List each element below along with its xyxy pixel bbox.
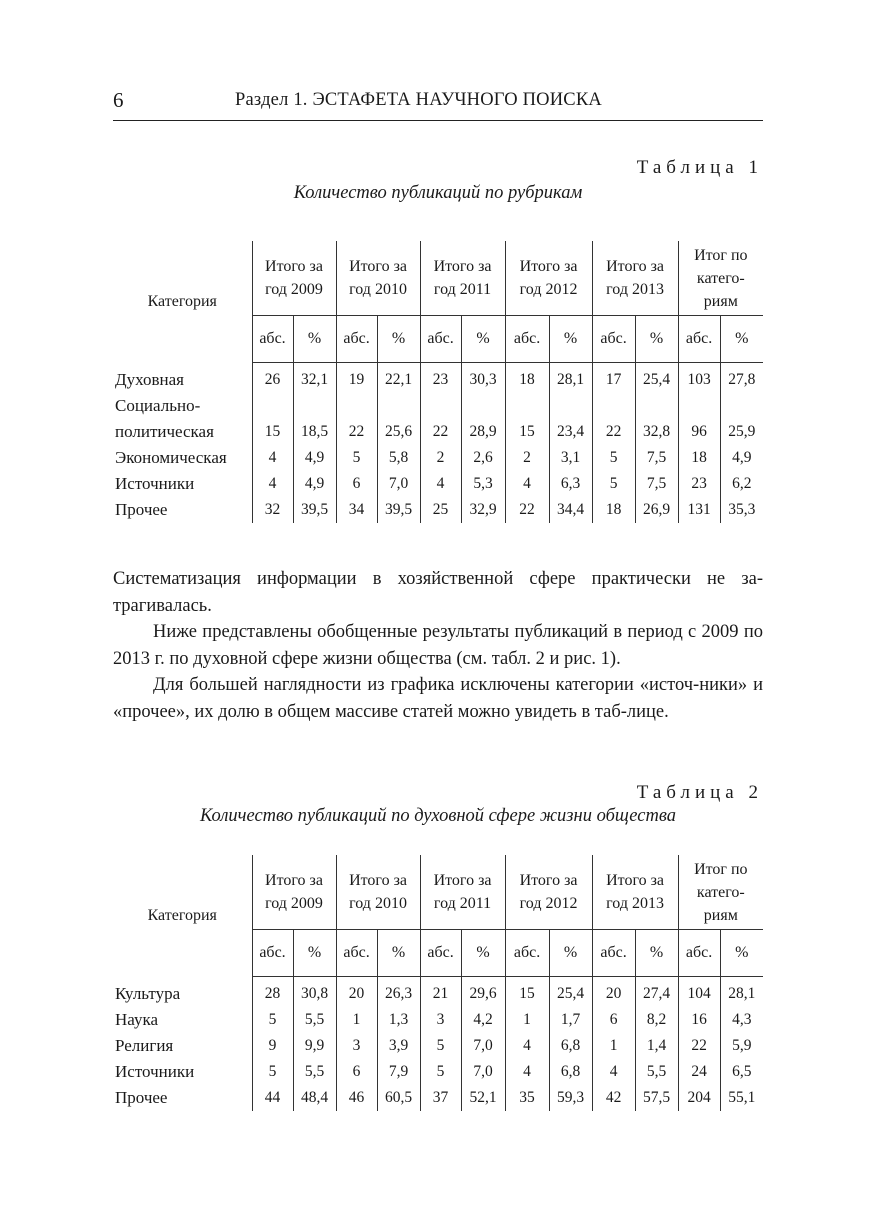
pct-value: 32,8 xyxy=(635,393,678,445)
abs-value: 1 xyxy=(336,1007,377,1033)
table-2-label: Таблица 2 xyxy=(636,782,763,803)
pct-value: 1,4 xyxy=(635,1033,678,1059)
table-row xyxy=(113,393,763,445)
abs-value: 1 xyxy=(592,1033,635,1059)
pct-value: 4,9 xyxy=(293,445,336,471)
abs-value: 22 xyxy=(592,393,635,445)
abs-value: 15 xyxy=(505,393,549,445)
abs-header: абс. xyxy=(336,930,377,977)
pct-value: 6,8 xyxy=(549,1033,592,1059)
abs-value: 20 xyxy=(592,977,635,1007)
pct-value: 1,3 xyxy=(377,1007,420,1033)
abs-value: 25 xyxy=(420,497,461,523)
year-header: Итого за год 2010 xyxy=(336,855,420,930)
abs-value: 9 xyxy=(252,1033,293,1059)
abs-value: 22 xyxy=(420,393,461,445)
category-cell: Культура xyxy=(115,983,181,1003)
year-header: Итого за год 2012 xyxy=(505,855,592,930)
abs-value: 5 xyxy=(336,445,377,471)
table-row xyxy=(113,1085,763,1111)
pct-header: % xyxy=(549,316,592,363)
pct-value: 3,9 xyxy=(377,1033,420,1059)
pct-value: 39,5 xyxy=(293,497,336,523)
abs-value: 5 xyxy=(252,1007,293,1033)
abs-header: абс. xyxy=(678,316,720,363)
abs-value: 6 xyxy=(336,471,377,497)
table-row xyxy=(113,1059,763,1085)
pct-value: 29,6 xyxy=(461,977,505,1007)
pct-value: 5,3 xyxy=(461,471,505,497)
category-cell: Духовная xyxy=(115,369,184,389)
category-cell: Социально- политическая xyxy=(115,395,214,441)
abs-value: 4 xyxy=(592,1059,635,1085)
abs-value: 24 xyxy=(678,1059,720,1085)
pct-header: % xyxy=(377,316,420,363)
abs-value: 22 xyxy=(336,393,377,445)
abs-value: 4 xyxy=(505,1059,549,1085)
abs-header: абс. xyxy=(420,316,461,363)
abs-value: 26 xyxy=(252,363,293,393)
pct-value: 5,5 xyxy=(635,1059,678,1085)
abs-value: 4 xyxy=(505,471,549,497)
pct-value: 1,7 xyxy=(549,1007,592,1033)
pct-value: 32,1 xyxy=(293,363,336,393)
pct-value: 27,4 xyxy=(635,977,678,1007)
abs-header: абс. xyxy=(336,316,377,363)
abs-value: 44 xyxy=(252,1085,293,1111)
running-title: Раздел 1. ЭСТАФЕТА НАУЧНОГО ПОИСКА xyxy=(235,90,602,110)
pct-header: % xyxy=(549,930,592,977)
abs-value: 5 xyxy=(420,1059,461,1085)
abs-value: 1 xyxy=(505,1007,549,1033)
running-header xyxy=(113,86,763,121)
abs-value: 42 xyxy=(592,1085,635,1111)
table-row xyxy=(113,497,763,523)
table-1-title: Количество публикаций по рубрикам xyxy=(293,183,583,203)
pct-value: 3,1 xyxy=(549,445,592,471)
pct-value: 6,2 xyxy=(720,471,763,497)
abs-header: абс. xyxy=(252,316,293,363)
pct-value: 5,5 xyxy=(293,1059,336,1085)
body-text xyxy=(113,566,763,725)
abs-value: 4 xyxy=(252,471,293,497)
category-cell: Источники xyxy=(115,1061,195,1081)
abs-value: 4 xyxy=(252,445,293,471)
total-header: Итог по катего- риям xyxy=(678,855,763,930)
abs-value: 19 xyxy=(336,363,377,393)
pct-value: 25,6 xyxy=(377,393,420,445)
year-header: Итого за год 2012 xyxy=(505,241,592,316)
header-row-top xyxy=(113,855,763,930)
abs-value: 22 xyxy=(678,1033,720,1059)
pct-value: 6,5 xyxy=(720,1059,763,1085)
pct-value: 7,5 xyxy=(635,471,678,497)
abs-value: 4 xyxy=(420,471,461,497)
table-row xyxy=(113,1007,763,1033)
pct-value: 4,9 xyxy=(293,471,336,497)
pct-value: 5,5 xyxy=(293,1007,336,1033)
abs-value: 3 xyxy=(336,1033,377,1059)
pct-value: 4,3 xyxy=(720,1007,763,1033)
abs-value: 131 xyxy=(678,497,720,523)
table-2-title: Количество публикаций по духовной сфере жизни общества xyxy=(199,806,677,826)
page-number: 6 xyxy=(113,88,124,112)
pct-value: 7,0 xyxy=(461,1059,505,1085)
table-row xyxy=(113,445,763,471)
pct-value: 57,5 xyxy=(635,1085,678,1111)
year-header: Итого за год 2009 xyxy=(252,855,336,930)
category-cell: Прочее xyxy=(115,1087,168,1107)
year-header: Итого за год 2013 xyxy=(592,855,678,930)
pct-value: 30,3 xyxy=(461,363,505,393)
abs-value: 32 xyxy=(252,497,293,523)
table-2 xyxy=(113,855,763,1111)
table-1 xyxy=(113,241,763,523)
abs-value: 104 xyxy=(678,977,720,1007)
abs-value: 2 xyxy=(505,445,549,471)
abs-header: абс. xyxy=(505,930,549,977)
total-header: Итог по катего- риям xyxy=(678,241,763,316)
pct-header: % xyxy=(635,316,678,363)
abs-value: 6 xyxy=(592,1007,635,1033)
pct-value: 7,0 xyxy=(377,471,420,497)
pct-header: % xyxy=(461,930,505,977)
abs-value: 16 xyxy=(678,1007,720,1033)
abs-value: 37 xyxy=(420,1085,461,1111)
pct-header: % xyxy=(293,316,336,363)
pct-value: 48,4 xyxy=(293,1085,336,1111)
pct-value: 5,8 xyxy=(377,445,420,471)
abs-value: 18 xyxy=(592,497,635,523)
abs-value: 18 xyxy=(505,363,549,393)
pct-value: 9,9 xyxy=(293,1033,336,1059)
year-header: Итого за год 2011 xyxy=(420,855,505,930)
abs-value: 6 xyxy=(336,1059,377,1085)
pct-value: 22,1 xyxy=(377,363,420,393)
category-header: Категория xyxy=(147,907,217,925)
category-header: Категория xyxy=(147,293,217,311)
abs-header: абс. xyxy=(252,930,293,977)
pct-value: 2,6 xyxy=(461,445,505,471)
pct-value: 26,9 xyxy=(635,497,678,523)
paragraph-3: Для большей наглядности из графика исключены категории «источ-ники» и «прочее», их долю в общем массиве статей можно увидеть в таб-лице. xyxy=(113,675,763,722)
pct-value: 28,9 xyxy=(461,393,505,445)
abs-header: абс. xyxy=(678,930,720,977)
paragraph-1: Систематизация информации в хозяйственной сфере практически не за-трагивалась. xyxy=(113,569,763,616)
pct-header: % xyxy=(461,316,505,363)
abs-value: 15 xyxy=(252,393,293,445)
abs-value: 46 xyxy=(336,1085,377,1111)
pct-value: 23,4 xyxy=(549,393,592,445)
abs-value: 15 xyxy=(505,977,549,1007)
pct-value: 7,9 xyxy=(377,1059,420,1085)
abs-value: 103 xyxy=(678,363,720,393)
pct-header: % xyxy=(720,316,763,363)
abs-value: 5 xyxy=(252,1059,293,1085)
pct-value: 30,8 xyxy=(293,977,336,1007)
abs-header: абс. xyxy=(592,316,635,363)
abs-value: 34 xyxy=(336,497,377,523)
year-header: Итого за год 2009 xyxy=(252,241,336,316)
table-row xyxy=(113,471,763,497)
pct-value: 52,1 xyxy=(461,1085,505,1111)
table-1-label: Таблица 1 xyxy=(636,157,763,178)
table-row xyxy=(113,363,763,393)
abs-value: 5 xyxy=(592,471,635,497)
abs-value: 4 xyxy=(505,1033,549,1059)
pct-value: 39,5 xyxy=(377,497,420,523)
abs-value: 21 xyxy=(420,977,461,1007)
pct-value: 4,2 xyxy=(461,1007,505,1033)
abs-value: 28 xyxy=(252,977,293,1007)
pct-value: 25,4 xyxy=(549,977,592,1007)
category-cell: Источники xyxy=(115,473,195,493)
pct-header: % xyxy=(720,930,763,977)
pct-value: 25,4 xyxy=(635,363,678,393)
year-header: Итого за год 2010 xyxy=(336,241,420,316)
pct-value: 7,5 xyxy=(635,445,678,471)
header-row-top xyxy=(113,241,763,316)
abs-value: 2 xyxy=(420,445,461,471)
category-cell: Прочее xyxy=(115,499,168,519)
pct-value: 8,2 xyxy=(635,1007,678,1033)
pct-header: % xyxy=(377,930,420,977)
pct-value: 34,4 xyxy=(549,497,592,523)
abs-value: 22 xyxy=(505,497,549,523)
pct-value: 59,3 xyxy=(549,1085,592,1111)
pct-value: 6,8 xyxy=(549,1059,592,1085)
category-cell: Религия xyxy=(115,1035,174,1055)
category-cell: Экономическая xyxy=(115,447,227,467)
abs-value: 3 xyxy=(420,1007,461,1033)
category-cell: Наука xyxy=(115,1009,159,1029)
year-header: Итого за год 2011 xyxy=(420,241,505,316)
pct-value: 25,9 xyxy=(720,393,763,445)
pct-value: 6,3 xyxy=(549,471,592,497)
year-header: Итого за год 2013 xyxy=(592,241,678,316)
pct-value: 55,1 xyxy=(720,1085,763,1111)
abs-value: 5 xyxy=(420,1033,461,1059)
pct-value: 28,1 xyxy=(720,977,763,1007)
pct-value: 7,0 xyxy=(461,1033,505,1059)
abs-value: 20 xyxy=(336,977,377,1007)
abs-value: 23 xyxy=(420,363,461,393)
pct-header: % xyxy=(293,930,336,977)
abs-value: 18 xyxy=(678,445,720,471)
pct-value: 4,9 xyxy=(720,445,763,471)
abs-header: абс. xyxy=(420,930,461,977)
abs-value: 23 xyxy=(678,471,720,497)
abs-value: 5 xyxy=(592,445,635,471)
table-row xyxy=(113,977,763,1007)
abs-header: абс. xyxy=(505,316,549,363)
pct-value: 27,8 xyxy=(720,363,763,393)
pct-value: 35,3 xyxy=(720,497,763,523)
abs-value: 96 xyxy=(678,393,720,445)
pct-value: 60,5 xyxy=(377,1085,420,1111)
abs-value: 204 xyxy=(678,1085,720,1111)
paragraph-2: Ниже представлены обобщенные результаты публикаций в период с 2009 по 2013 г. по духовной сфере жизни общества (см. табл. 2 и рис. 1). xyxy=(113,622,763,669)
pct-header: % xyxy=(635,930,678,977)
table-row xyxy=(113,1033,763,1059)
abs-value: 17 xyxy=(592,363,635,393)
pct-value: 18,5 xyxy=(293,393,336,445)
pct-value: 26,3 xyxy=(377,977,420,1007)
pct-value: 28,1 xyxy=(549,363,592,393)
pct-value: 32,9 xyxy=(461,497,505,523)
abs-header: абс. xyxy=(592,930,635,977)
pct-value: 5,9 xyxy=(720,1033,763,1059)
abs-value: 35 xyxy=(505,1085,549,1111)
